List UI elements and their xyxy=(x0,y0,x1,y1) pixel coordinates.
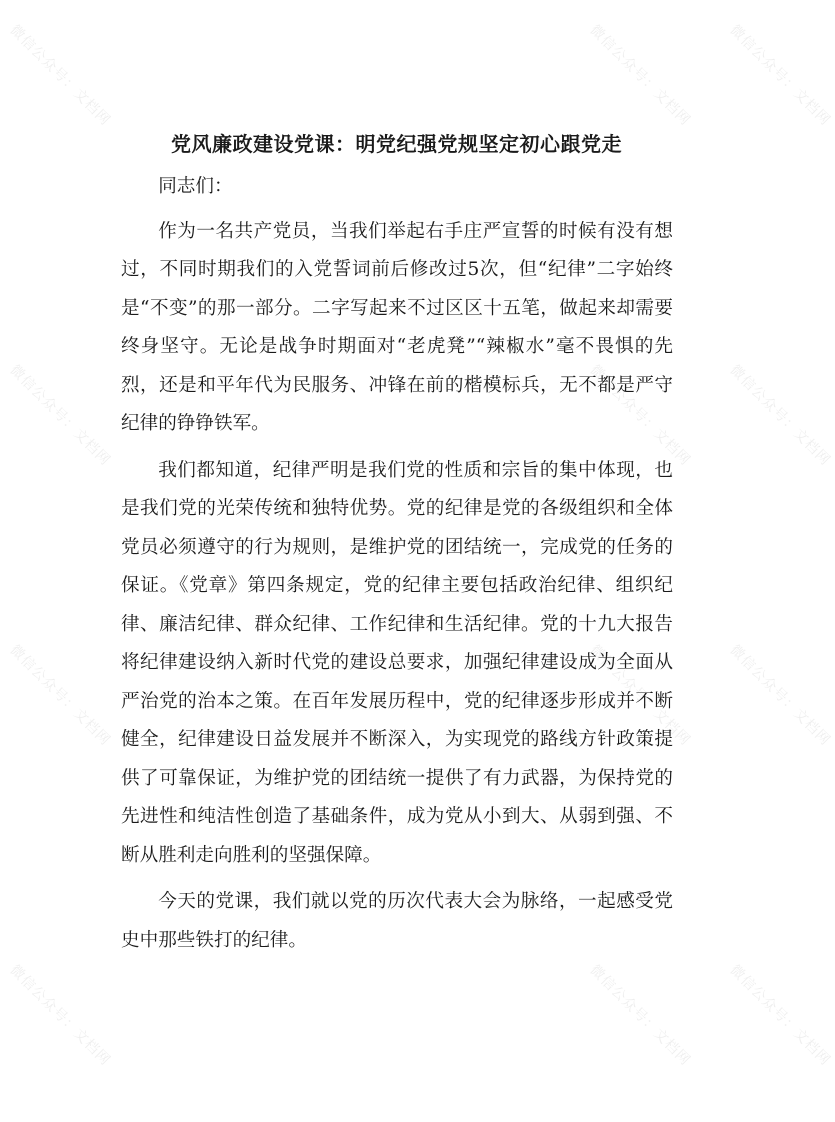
watermark: 微信公众号：文档网 xyxy=(726,362,834,469)
paragraph: 作为一名共产党员，当我们举起右手庄严宣誓的时候有没有想过，不同时期我们的入党誓词前后修改过5次，但“纪律”二字始终是“不变”的那一部分。二字写起来不过区区十五笔，做起来却需要终身坚守。无论是战争时期面对“老虎凳”“辣椒水”毫不畏惧的先烈，还是和平年代为民服务、冲锋在前的楷模标兵，无不都是严守纪律的铮铮铁军。 xyxy=(121,220,673,434)
watermark: 微信公众号：文档网 xyxy=(726,22,834,129)
watermark: 微信公众号：文档网 xyxy=(6,22,114,129)
watermark: 微信公众号：文档网 xyxy=(726,962,834,1069)
paragraph: 我们都知道，纪律严明是我们党的性质和宗旨的集中体现，也是我们党的光荣传统和独特优势。党的纪律是党的各级组织和全体党员必须遵守的行为规则，是维护党的团结统一，完成党的任务的保证。《党章》第四条规定，党的纪律主要包括政治纪律、组织纪律、廉洁纪律、群众纪律、工作纪律和生活纪律。党的十九大报告将纪律建设纳入新时代党的建设总要求，加强纪律建设成为全面从严治党的治本之策。在百年发展历程中，党的纪律逐步形成并不断健全，纪律建设日益发展并不断深入，为实现党的路线方针政策提供了可靠保证，为维护党的团结统一提供了有力武器，为保持党的先进性和纯洁性创造了基础条件，成为党从小到大、从弱到强、不断从胜利走向胜利的坚强保障。 xyxy=(121,459,673,866)
watermark: 微信公众号：文档网 xyxy=(726,642,834,749)
watermark: 微信公众号：文档网 xyxy=(586,22,694,129)
document-title: 党风廉政建设党课：明党纪强党规坚定初心跟党走 xyxy=(171,132,622,156)
watermark: 微信公众号：文档网 xyxy=(6,362,114,469)
document-body xyxy=(121,168,673,968)
watermark: 微信公众号：文档网 xyxy=(586,362,694,469)
salutation: 同志们： xyxy=(158,176,233,197)
watermark: 微信公众号：文档网 xyxy=(6,962,114,1069)
watermark: 微信公众号：文档网 xyxy=(586,962,694,1069)
paragraph: 今天的党课，我们就以党的历次代表大会为脉络，一起感受党史中那些铁打的纪律。 xyxy=(121,891,673,951)
watermark: 微信公众号：文档网 xyxy=(586,642,694,749)
watermark: 微信公众号：文档网 xyxy=(6,642,114,749)
